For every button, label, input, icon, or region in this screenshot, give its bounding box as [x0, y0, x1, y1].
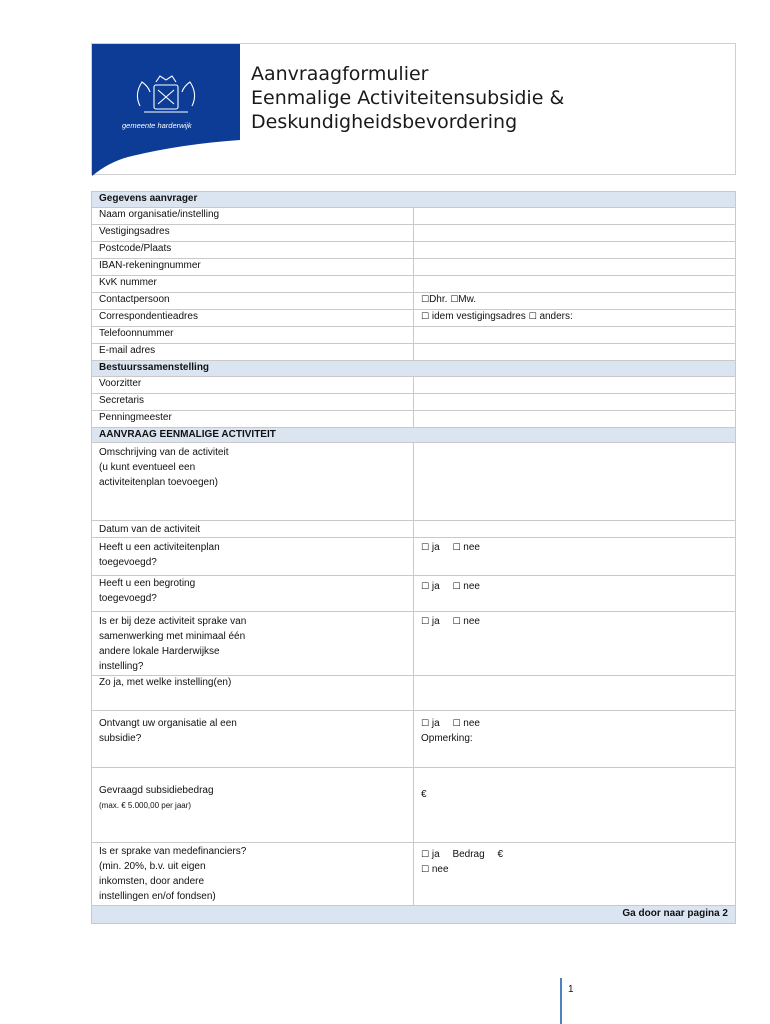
- form-row: [92, 393, 736, 410]
- penningmeester-field[interactable]: [414, 410, 736, 427]
- subsidie-options: ☐ ja ☐ nee Opmerking:: [414, 711, 736, 768]
- checkbox-samenwerking-nee[interactable]: ☐: [452, 617, 461, 628]
- section-header: Bestuurssamenstelling: [92, 360, 736, 376]
- form-row: [92, 326, 736, 343]
- checkbox-samenwerking-ja[interactable]: ☐: [421, 617, 430, 628]
- field-label: Ontvangt uw organisatie al een subsidie?: [92, 711, 414, 768]
- checkbox-subsidie-nee[interactable]: ☐: [452, 719, 461, 730]
- field-label: Zo ja, met welke instelling(en): [92, 676, 414, 711]
- omschrijving-field[interactable]: [414, 443, 736, 521]
- field-label: Postcode/Plaats: [92, 241, 414, 258]
- welke-instelling-field[interactable]: [414, 676, 736, 711]
- document-title: [251, 62, 564, 134]
- title-line-3: Deskundigheidsbevordering: [251, 111, 518, 133]
- form-row: [92, 676, 736, 711]
- form-row: [92, 711, 736, 768]
- vestigingsadres-field[interactable]: [414, 224, 736, 241]
- medefinanciers-options: ☐ ja Bedrag € ☐ nee: [414, 843, 736, 905]
- datum-field[interactable]: [414, 521, 736, 538]
- checkbox-subsidie-ja[interactable]: ☐: [421, 719, 430, 730]
- field-label: Voorzitter: [92, 376, 414, 393]
- field-label: Gevraagd subsidiebedrag (max. € 5.000,00 per jaar): [92, 768, 414, 843]
- form-row: [92, 207, 736, 224]
- telefoon-field[interactable]: [414, 326, 736, 343]
- form-row: [92, 376, 736, 393]
- title-line-2: Eenmalige Activiteitensubsidie &: [251, 87, 565, 109]
- contactpersoon-field[interactable]: ☐Dhr. ☐Mw.: [414, 292, 736, 309]
- postcode-plaats-field[interactable]: [414, 241, 736, 258]
- form-row: [92, 410, 736, 427]
- checkbox-idem[interactable]: ☐: [421, 311, 430, 322]
- page-number: 1: [568, 984, 574, 995]
- checkbox-plan-nee[interactable]: ☐: [452, 543, 461, 554]
- form-row: [92, 258, 736, 275]
- activiteitenplan-options: ☐ ja ☐ nee: [414, 538, 736, 576]
- subsidiebedrag-field[interactable]: €: [414, 768, 736, 843]
- gemeente-harderwijk-logo: [92, 44, 240, 176]
- logo-text: gemeente harderwijk: [122, 121, 192, 130]
- mede-bedrag-field[interactable]: €: [497, 849, 504, 861]
- section-header: Gegevens aanvrager: [92, 192, 736, 208]
- section-header: AANVRAAG EENMALIGE ACTIVITEIT: [92, 427, 736, 443]
- naam-organisatie-field[interactable]: [414, 207, 736, 224]
- field-label: Correspondentieadres: [92, 309, 414, 326]
- field-label: Contactpersoon: [92, 292, 414, 309]
- email-field[interactable]: [414, 343, 736, 360]
- opmerking-label[interactable]: Opmerking:: [421, 733, 473, 745]
- form-row: [92, 343, 736, 360]
- begroting-options: ☐ ja ☐ nee: [414, 576, 736, 612]
- form-row: [92, 538, 736, 576]
- checkbox-plan-ja[interactable]: ☐: [421, 543, 430, 554]
- field-label: Is er sprake van medefinanciers? (min. 20%, b.v. uit eigen inkomsten, door andere instellingen en/of fondsen): [92, 843, 414, 905]
- form-row: [92, 241, 736, 258]
- iban-field[interactable]: [414, 258, 736, 275]
- field-label: Naam organisatie/instelling: [92, 207, 414, 224]
- form-row: [92, 576, 736, 612]
- field-label: Heeft u een activiteitenplan toegevoegd?: [92, 538, 414, 576]
- document-header: [91, 43, 736, 175]
- form-row: [92, 292, 736, 309]
- secretaris-field[interactable]: [414, 393, 736, 410]
- field-label: Vestigingsadres: [92, 224, 414, 241]
- voorzitter-field[interactable]: [414, 376, 736, 393]
- form-row: [92, 275, 736, 292]
- form-row: [92, 612, 736, 676]
- samenwerking-options: ☐ ja ☐ nee: [414, 612, 736, 676]
- checkbox-mede-ja[interactable]: ☐: [421, 850, 430, 861]
- form-row: [92, 843, 736, 905]
- checkbox-anders[interactable]: ☐: [528, 311, 537, 322]
- checkbox-dhr[interactable]: ☐: [421, 294, 430, 305]
- checkbox-begroting-nee[interactable]: ☐: [452, 582, 461, 593]
- field-label: Secretaris: [92, 393, 414, 410]
- field-label: Penningmeester: [92, 410, 414, 427]
- application-form: [91, 191, 736, 924]
- field-label: E-mail adres: [92, 343, 414, 360]
- field-label: Omschrijving van de activiteit (u kunt eventueel een activiteitenplan toevoegen): [92, 443, 414, 521]
- form-row: [92, 224, 736, 241]
- kvk-field[interactable]: [414, 275, 736, 292]
- field-label: Telefoonnummer: [92, 326, 414, 343]
- form-table: [91, 191, 736, 924]
- form-row: [92, 309, 736, 326]
- form-row: [92, 443, 736, 521]
- page-number-bar: [560, 978, 562, 1024]
- checkbox-begroting-ja[interactable]: ☐: [421, 582, 430, 593]
- title-line-1: Aanvraagformulier: [251, 63, 429, 85]
- form-footer: [92, 905, 736, 923]
- next-page-note: Ga door naar pagina 2: [92, 905, 736, 923]
- form-row: [92, 768, 736, 843]
- field-label: KvK nummer: [92, 275, 414, 292]
- field-label: Is er bij deze activiteit sprake van samenwerking met minimaal één andere lokale Harderwijkse instelling?: [92, 612, 414, 676]
- field-label: IBAN-rekeningnummer: [92, 258, 414, 275]
- checkbox-mw[interactable]: ☐: [450, 294, 459, 305]
- correspondentieadres-field[interactable]: ☐ idem vestigingsadres ☐ anders:: [414, 309, 736, 326]
- field-label: Heeft u een begroting toegevoegd?: [92, 576, 414, 612]
- form-row: [92, 521, 736, 538]
- field-label: Datum van de activiteit: [92, 521, 414, 538]
- checkbox-mede-nee[interactable]: ☐: [421, 865, 430, 876]
